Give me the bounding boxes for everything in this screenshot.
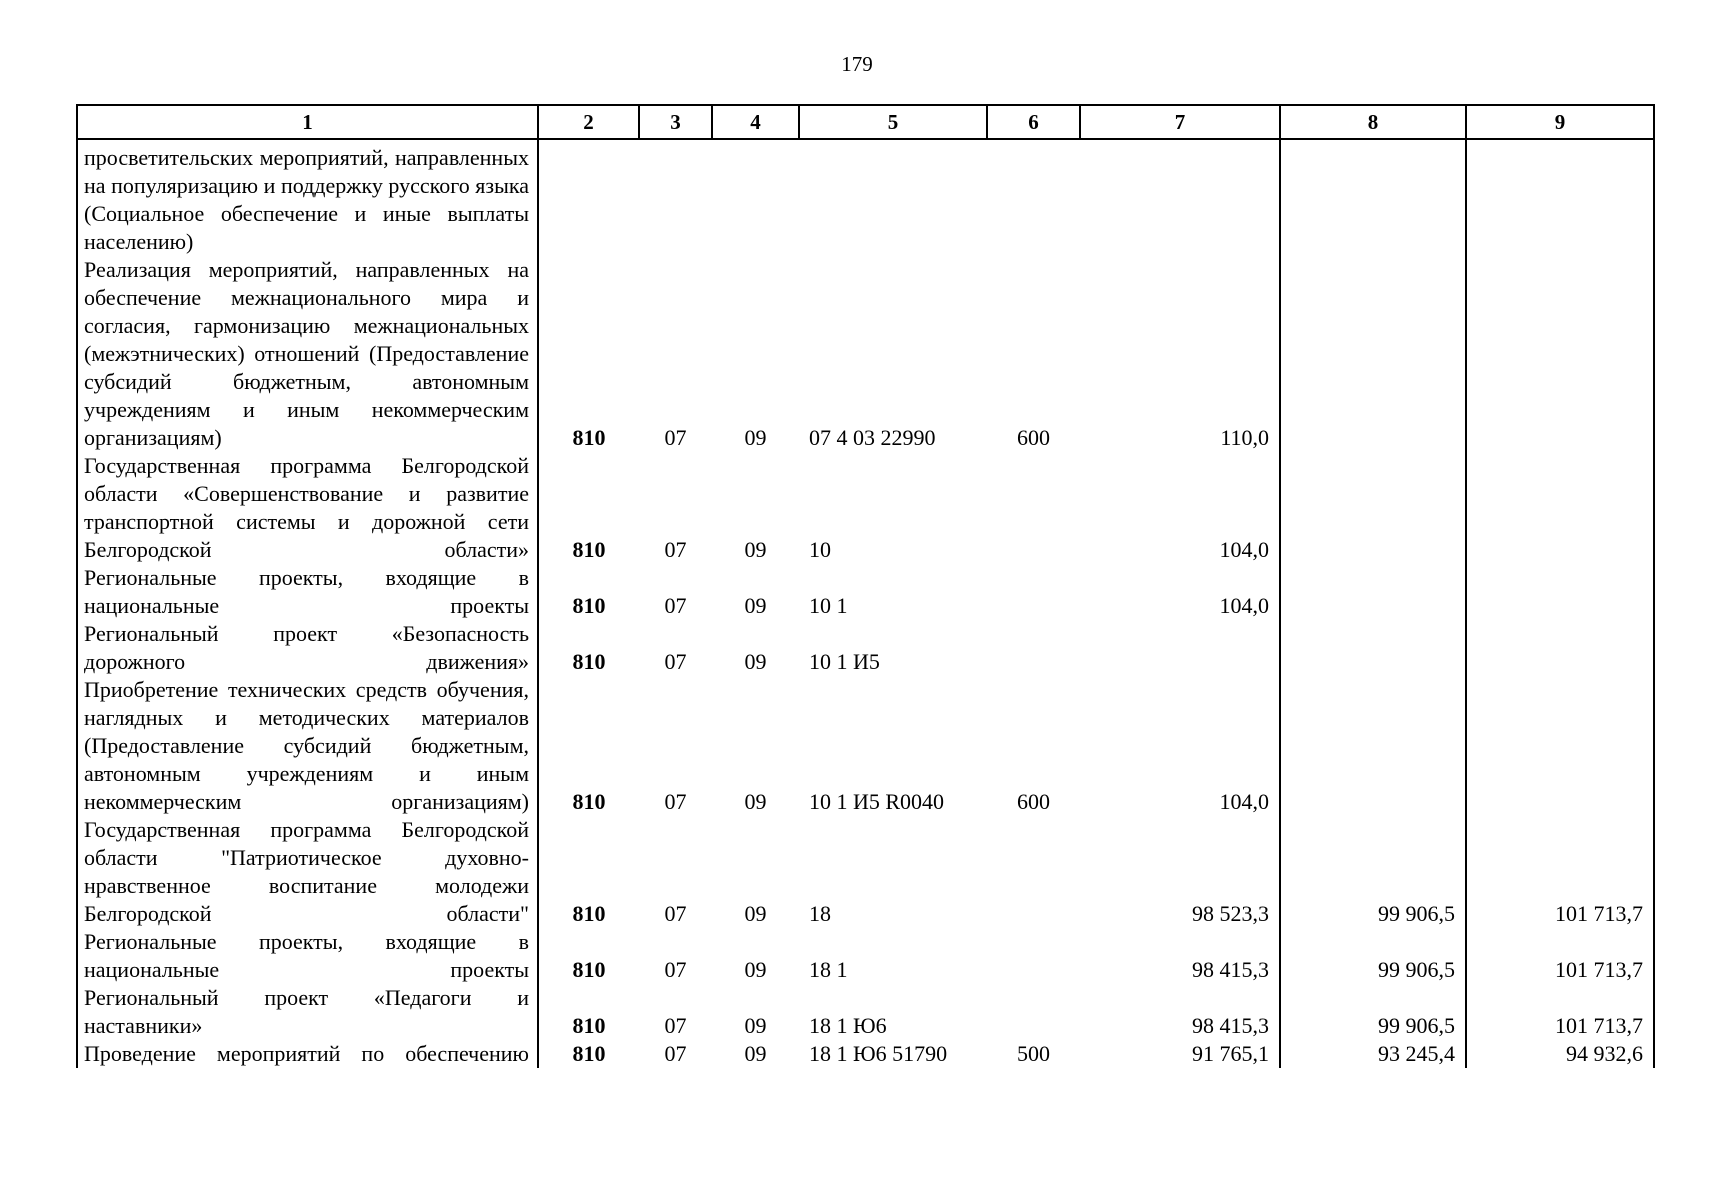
table-row — [77, 928, 1654, 984]
row-cell-c4: 09 — [744, 593, 767, 618]
row-cell-c7: 91 765,1 — [1080, 1040, 1280, 1068]
row-description: Реализация мероприятий, направленных на обеспечение межнационального мира и согласия, гармонизацию межнациональных (межэтнических) отношений (Предоставление субсидий бюджетным, автономным учреждениям и иным некоммерческим организациям) — [77, 256, 538, 452]
row-cell-c7 — [1080, 139, 1280, 256]
row-cell-c3: 07 — [664, 593, 687, 618]
header-col-9: 9 — [1466, 105, 1654, 139]
row-cell-c6 — [987, 564, 1080, 620]
header-col-1: 1 — [77, 105, 538, 139]
row-cell-c4 — [712, 139, 799, 256]
header-col-7: 7 — [1080, 105, 1280, 139]
header-col-6: 6 — [987, 105, 1080, 139]
header-col-5: 5 — [799, 105, 987, 139]
row-cell-c5: 10 1 И5 R0040 — [809, 789, 945, 814]
row-cell-c9: 101 713,7 — [1466, 816, 1654, 928]
row-cell-c4: 09 — [744, 649, 767, 674]
row-cell-c7: 98 523,3 — [1080, 816, 1280, 928]
row-description: просветительских мероприятий, направленных на популяризацию и поддержку русского языка (Социальное обеспечение и иные выплаты населению) — [77, 139, 538, 256]
row-cell-c9: 101 713,7 — [1466, 984, 1654, 1040]
row-cell-c7: 98 415,3 — [1080, 928, 1280, 984]
table-row — [77, 676, 1654, 816]
row-description: Региональный проект «Педагоги и наставники» — [77, 984, 538, 1040]
row-cell-c9 — [1466, 139, 1654, 256]
row-cell-c8 — [1280, 139, 1466, 256]
row-cell-c6: 600 — [1017, 425, 1050, 450]
table-row — [77, 139, 1654, 256]
table-row — [77, 256, 1654, 452]
row-cell-c2: 810 — [538, 452, 639, 564]
row-cell-c6 — [987, 816, 1080, 928]
row-cell-c5: 18 1 — [809, 957, 848, 982]
row-cell-c9 — [1466, 452, 1654, 564]
row-description: Государственная программа Белгородской области «Совершенствование и развитие транспортной системы и дорожной сети Белгородской области» — [77, 452, 538, 564]
row-cell-c5: 18 1 Ю6 51790 — [809, 1041, 948, 1066]
row-cell-c2 — [538, 139, 639, 256]
row-cell-c7: 110,0 — [1080, 256, 1280, 452]
row-cell-c6 — [987, 452, 1080, 564]
row-cell-c4: 09 — [744, 425, 767, 450]
row-cell-c9: 101 713,7 — [1466, 928, 1654, 984]
row-cell-c3: 07 — [664, 1041, 687, 1066]
row-cell-c9 — [1466, 564, 1654, 620]
row-cell-c5 — [799, 139, 987, 256]
page-number: 179 — [841, 52, 873, 76]
row-cell-c9 — [1466, 256, 1654, 452]
row-cell-c4: 09 — [744, 1041, 767, 1066]
row-cell-c8: 99 906,5 — [1280, 984, 1466, 1040]
row-cell-c6 — [987, 620, 1080, 676]
table-row — [77, 984, 1654, 1040]
row-cell-c5: 10 1 — [809, 593, 848, 618]
row-cell-c3: 07 — [664, 1013, 687, 1038]
row-cell-c5: 18 1 Ю6 — [809, 1013, 887, 1038]
row-cell-c7: 104,0 — [1080, 676, 1280, 816]
row-cell-c8 — [1280, 256, 1466, 452]
row-cell-c8 — [1280, 620, 1466, 676]
row-cell-c4: 09 — [744, 789, 767, 814]
row-description: Приобретение технических средств обучения, наглядных и методических материалов (Предоставление субсидий бюджетным, автономным учреждениям и иным некоммерческим организациям) — [77, 676, 538, 816]
row-cell-c6 — [987, 139, 1080, 256]
row-cell-c2: 810 — [538, 1040, 639, 1068]
table-header — [77, 105, 1654, 139]
row-cell-c9 — [1466, 676, 1654, 816]
row-description: Региональные проекты, входящие в национальные проекты — [77, 928, 538, 984]
row-cell-c2: 810 — [538, 928, 639, 984]
row-cell-c8 — [1280, 452, 1466, 564]
row-cell-c2: 810 — [538, 984, 639, 1040]
header-row — [77, 105, 1654, 139]
row-cell-c4: 09 — [744, 1013, 767, 1038]
row-cell-c6: 500 — [1017, 1041, 1050, 1066]
row-cell-c2: 810 — [538, 564, 639, 620]
row-cell-c3: 07 — [664, 537, 687, 562]
row-cell-c3: 07 — [664, 649, 687, 674]
row-cell-c5: 10 — [809, 537, 831, 562]
row-cell-c3: 07 — [664, 789, 687, 814]
row-cell-c5: 18 — [809, 901, 831, 926]
header-col-8: 8 — [1280, 105, 1466, 139]
row-cell-c3: 07 — [664, 957, 687, 982]
row-cell-c4: 09 — [744, 537, 767, 562]
row-cell-c6 — [987, 984, 1080, 1040]
table-row — [77, 620, 1654, 676]
row-cell-c9: 94 932,6 — [1466, 1040, 1654, 1068]
row-cell-c8 — [1280, 676, 1466, 816]
row-cell-c2: 810 — [538, 816, 639, 928]
row-cell-c8: 93 245,4 — [1280, 1040, 1466, 1068]
row-cell-c3: 07 — [664, 901, 687, 926]
row-cell-c8: 99 906,5 — [1280, 928, 1466, 984]
row-description: Государственная программа Белгородской области "Патриотическое духовно-нравственное воспитание молодежи Белгородской области" — [77, 816, 538, 928]
table-row — [77, 816, 1654, 928]
row-cell-c9 — [1466, 620, 1654, 676]
row-cell-c4: 09 — [744, 957, 767, 982]
row-cell-c2: 810 — [538, 676, 639, 816]
row-cell-c6: 600 — [1017, 789, 1050, 814]
row-cell-c5: 07 4 03 22990 — [809, 425, 936, 450]
row-cell-c7 — [1080, 620, 1280, 676]
row-cell-c2: 810 — [538, 620, 639, 676]
row-description: Проведение мероприятий по обеспечению — [77, 1040, 538, 1068]
row-cell-c3 — [639, 139, 712, 256]
row-cell-c6 — [987, 928, 1080, 984]
row-cell-c8: 99 906,5 — [1280, 816, 1466, 928]
row-cell-c7: 104,0 — [1080, 564, 1280, 620]
row-description: Региональный проект «Безопасность дорожного движения» — [77, 620, 538, 676]
row-cell-c8 — [1280, 564, 1466, 620]
row-description: Региональные проекты, входящие в национальные проекты — [77, 564, 538, 620]
table-row — [77, 452, 1654, 564]
table-row — [77, 564, 1654, 620]
row-cell-c3: 07 — [664, 425, 687, 450]
header-col-4: 4 — [712, 105, 799, 139]
header-col-3: 3 — [639, 105, 712, 139]
budget-table — [76, 104, 1655, 1068]
row-cell-c7: 104,0 — [1080, 452, 1280, 564]
row-cell-c7: 98 415,3 — [1080, 984, 1280, 1040]
table-body — [77, 139, 1654, 1068]
row-cell-c4: 09 — [744, 901, 767, 926]
row-cell-c5: 10 1 И5 — [809, 649, 880, 674]
table-row — [77, 1040, 1654, 1068]
row-cell-c2: 810 — [538, 256, 639, 452]
header-col-2: 2 — [538, 105, 639, 139]
